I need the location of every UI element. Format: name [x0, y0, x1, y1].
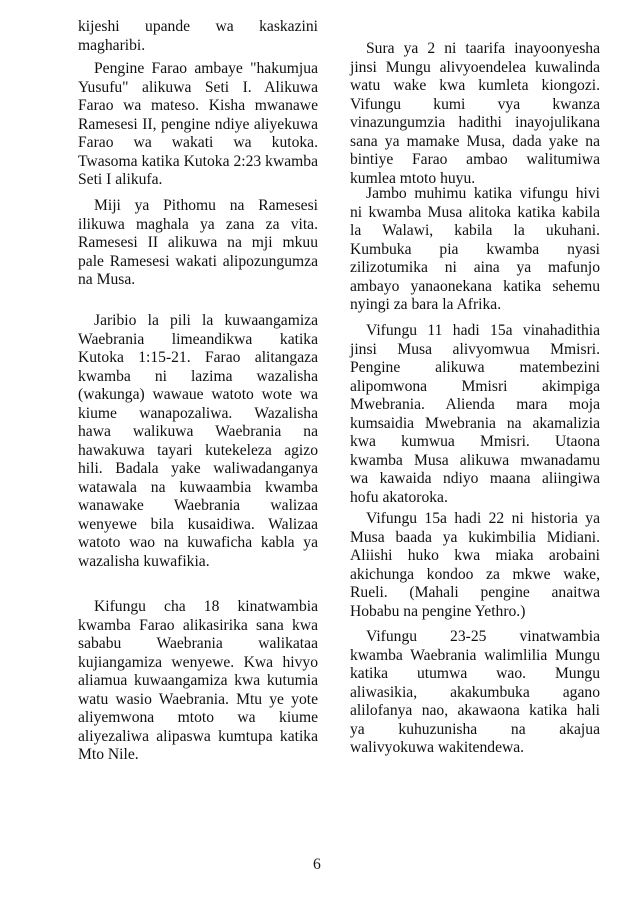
text-line: watu wake kwa kumleta kiongozi.: [350, 77, 600, 94]
page-number: 6: [313, 856, 321, 873]
text-line: kujiangamiza wenyewe. Kwa hivyo: [78, 653, 318, 671]
text-line: Kifungu cha 18 kinatwambia: [94, 598, 318, 615]
text-line: Waebrania limeandikwa katika: [78, 330, 318, 348]
text-line: Yusufu" alikuwa Seti I. Alikuwa: [78, 78, 318, 96]
text-line: Twasoma katika Kutoka 2:23 kwamba: [78, 152, 318, 170]
text-line: Rueli. (Mahali pengine anaitwa: [350, 584, 600, 601]
text-line: alipomwona Mmisri akimpiga: [350, 377, 600, 395]
text-line: Vifungu 23-25 vinatwambia: [366, 628, 600, 645]
text-line: kwamba Farao alikasirika sana kwa: [78, 616, 318, 634]
text-line: kwamba Waebrania walimlilia Mungu: [350, 646, 600, 664]
text-line: (wakunga) wawaue watoto wote wa: [78, 386, 318, 403]
text-line: watoto wao na kuwaficha kabla ya: [78, 534, 318, 551]
text-line: pale Ramesesi wakati alipozungumza: [78, 252, 318, 270]
text-line: Vifungu 15a hadi 22 ni historia ya: [366, 510, 600, 527]
text-line: Mwebrania. Alienda mara moja: [350, 396, 600, 413]
text-line: Farao wa mateso. Kisha mwanawe: [78, 97, 318, 114]
text-line: Jambo muhimu katika vifungu hivi: [366, 185, 600, 202]
text-line: kumsaidia Mwebrania na akamalizia: [350, 414, 600, 432]
paragraph: [78, 598, 318, 765]
text-line: walivyokuwa wakitendewa.: [350, 739, 525, 756]
text-line: watu wasio Waebrania. Mtu ye yote: [78, 690, 318, 708]
text-line: bintiye Farao ambao walitumiwa: [350, 151, 600, 168]
text-line: hofu akatoroka.: [350, 488, 448, 506]
text-line: sababu Waebrania walikataa: [78, 635, 318, 652]
paragraph: [78, 312, 318, 571]
text-line: Pengine Farao ambaye "hakumjua: [94, 60, 318, 77]
text-line: jinsi Mungu alivyoendelea kuwalinda: [350, 58, 600, 76]
text-line: Vifungu 11 hadi 15a vinahadithia: [366, 322, 600, 339]
text-line: Kumbuka pia kwamba nyasi: [350, 240, 600, 258]
text-line: jinsi Musa alivyomwua Mmisri.: [350, 340, 600, 358]
text-line: Farao wa wakati wa kutoka.: [78, 134, 318, 151]
text-line: aliyemwona mtoto wa kiume: [78, 709, 318, 726]
text-line: sana ya mamake Musa, dada yake na: [350, 132, 600, 150]
text-line: Vifungu kumi vya kwanza: [350, 95, 600, 113]
text-line: hawakuwa tayari kutekeleza agizo: [78, 441, 318, 459]
text-line: aliyezaliwa alipaswa kumtupa katika: [78, 727, 318, 745]
paragraph: [78, 60, 318, 190]
text-line: Ramesesi II, pengine ndiye aliyekuwa: [78, 115, 318, 133]
text-line: ilikuwa maghala ya zana za vita.: [78, 215, 318, 233]
paragraph: [78, 197, 318, 290]
text-line: ya kuhuzunisha na akajua: [350, 720, 600, 738]
text-line: na Musa.: [78, 271, 136, 288]
text-line: katika utumwa wao. Mungu: [350, 665, 600, 682]
text-line: Pengine alikuwa matembezini: [350, 359, 600, 376]
text-line: wanawake Waebrania walizaa: [78, 497, 318, 514]
text-line: Aliishi huko kwa miaka arobaini: [350, 547, 600, 564]
text-line: wa kawaida ndiyo maana aliingiwa: [350, 470, 600, 487]
text-line: aliamua kuwaangamiza kwa kutumia: [78, 672, 318, 689]
text-line: Kutoka 1:15-21. Farao alitangaza: [78, 349, 318, 366]
text-line: kiume wanapozaliwa. Wazalisha: [78, 404, 318, 422]
text-line: magharibi.: [78, 36, 146, 54]
paragraph: [350, 185, 600, 315]
text-line: alilofanya nao, akawaona katika hali: [350, 702, 600, 719]
text-line: ni kwamba Musa alitoka katika kabila: [350, 203, 600, 221]
text-line: ambayo yanaonekana katika sehemu: [350, 277, 600, 295]
text-line: Musa baada ya kukimbilia Midiani.: [350, 528, 600, 546]
paragraph: [350, 628, 600, 758]
paragraph: [350, 322, 600, 507]
text-line: Seti I alikufa.: [78, 171, 163, 188]
text-line: kumlea mtoto huyu.: [350, 169, 476, 187]
text-line: wenyewe bila kusaidiwa. Walizaa: [78, 515, 318, 533]
text-line: Sura ya 2 ni taarifa inayoonyesha: [366, 40, 600, 57]
text-line: hawa walikuwa Waebrania na: [78, 423, 318, 440]
text-line: aliwasikia, akakumbuka agano: [350, 683, 600, 701]
text-line: kwamba Musa alikuwa mwanadamu: [350, 451, 600, 469]
text-line: kijeshi upande wa kaskazini: [78, 18, 318, 35]
text-line: Ramesesi II alikuwa na mji mkuu: [78, 234, 318, 251]
text-line: zilizotumika ni aina ya mafunjo: [350, 259, 600, 276]
text-line: watawala na kuwaambia kwamba: [78, 478, 318, 496]
text-line: Mto Nile.: [78, 746, 139, 763]
text-line: kwa kumwua Mmisri. Utaona: [350, 433, 600, 450]
text-line: vinazungumzia hadithi inayojulikana: [350, 114, 600, 131]
text-line: la Walawi, kabila la ukuhani.: [350, 222, 600, 239]
text-line: Jaribio la pili la kuwaangamiza: [94, 312, 318, 329]
text-line: akichunga kondoo za mkwe wake,: [350, 565, 600, 583]
paragraph: [350, 40, 600, 188]
text-line: nyingi za bara la Afrika.: [350, 296, 502, 313]
text-line: wazalisha kuwafikia.: [78, 552, 210, 570]
paragraph: [350, 510, 600, 621]
text-line: hili. Badala yake waliwadanganya: [78, 460, 318, 477]
text-line: Miji ya Pithomu na Ramesesi: [94, 197, 318, 214]
text-line: Hobabu na pengine Yethro.): [350, 602, 526, 620]
text-line: kwamba ni lazima wazalisha: [78, 367, 318, 385]
paragraph: [78, 18, 318, 55]
